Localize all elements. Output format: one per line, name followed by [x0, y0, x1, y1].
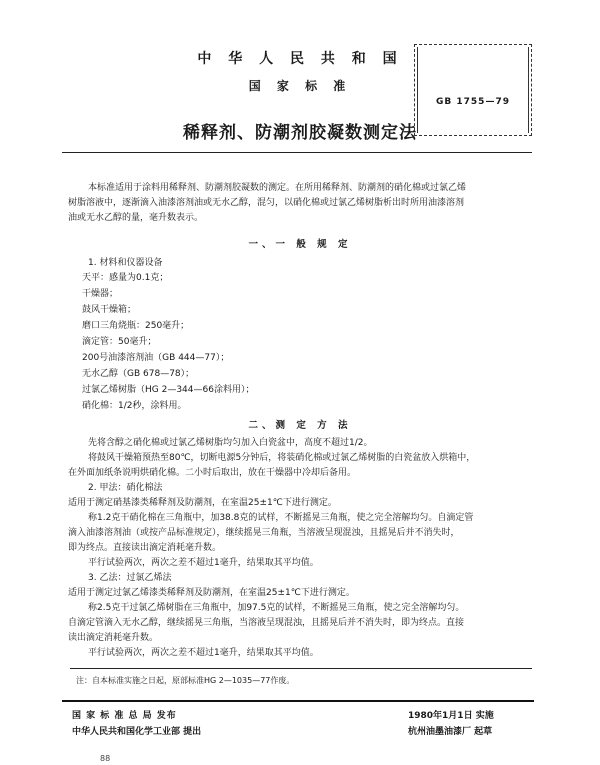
method-a-line-3: 滴入油漆溶剂油（或按产品标准规定），继续摇晃三角瓶，当溶液呈现混浊，且摇晃后并不消失时，	[68, 528, 460, 538]
country-name: 中 华 人 民 共 和 国	[197, 51, 403, 67]
section-1-heading: 一、一 般 规 定	[248, 239, 352, 250]
prep-line-3: 在外面加纸条说明烘硝化棉。二小时后取出，放在干燥器中冷却后备用。	[68, 468, 357, 478]
prep-line-1: 先将含醇之硝化棉或过氯乙烯树脂均匀加入白瓷盆中，高度不超过1/2。	[88, 438, 373, 448]
standard-code: GB 1755—79	[436, 97, 510, 107]
implementation-date: 1980年1月1日 实施	[408, 711, 494, 721]
method-a-heading: 2. 甲法：硝化棉法	[88, 483, 163, 493]
method-a-line-1: 适用于测定硝基漆类稀释剂及防潮剂，在室温25±1℃下进行测定。	[68, 498, 337, 508]
material-item: 200号油漆溶剂油（GB 444—77）；	[82, 353, 230, 363]
method-b-line-2: 称2.5克干过氯乙烯树脂在三角瓶中，加97.5克的试样，不断摇晃三角瓶，使之完全溶解均匀。	[88, 603, 465, 613]
material-item: 鼓风干燥箱；	[82, 305, 137, 315]
prep-line-2: 将鼓风干燥箱预热至80℃，切断电源5分钟后，将装硝化棉或过氯乙烯树脂的白瓷盆放入烘箱中，	[88, 453, 476, 463]
header-divider	[62, 152, 532, 153]
material-item: 磨口三角烧瓶：250毫升；	[82, 321, 190, 331]
issuer: 国 家 标 准 总 局 发布	[72, 711, 177, 721]
intro-line-1: 本标准适用于涂料用稀释剂、防潮剂胶凝数的测定。在所用稀释剂、防潮剂的硝化棉或过氯乙烯	[88, 183, 467, 193]
method-b-heading: 3. 乙法：过氯乙烯法	[88, 573, 172, 583]
page-number: 88	[100, 754, 111, 763]
national-standard-label: 国 家 标 准	[248, 79, 352, 93]
material-item: 干燥器；	[82, 289, 119, 299]
method-a-line-5: 平行试验两次，两次之差不超过1毫升，结果取其平均值。	[88, 558, 319, 568]
intro-line-3: 油或无水乙醇的量，毫升数表示。	[68, 213, 204, 223]
method-a-line-2: 称1.2克干硝化棉在三角瓶中，加38.8克的试样，不断摇晃三角瓶，使之完全溶解均匀。自滴定管	[88, 513, 474, 523]
material-item: 硝化棉：1/2秒，涂料用。	[82, 401, 187, 411]
materials-heading: 1. 材料和仪器设备	[88, 258, 163, 268]
proposer: 中华人民共和国化学工业部 提出	[72, 727, 202, 737]
method-a-line-4: 即为终点。直接读出滴定消耗毫升数。	[68, 543, 222, 553]
section-2-heading: 二、测 定 方 法	[248, 420, 352, 431]
drafter: 杭州油墨油漆厂 起草	[408, 727, 493, 737]
material-item: 天平：感量为0.1克；	[82, 273, 169, 283]
document-title: 稀释剂、防潮剂胶凝数测定法	[183, 123, 417, 143]
footer-divider	[62, 700, 534, 702]
intro-line-2: 树脂溶液中，逐渐滴入油漆溶剂油或无水乙醇，混匀，以硝化棉或过氯乙烯树脂析出时所用油漆溶剂	[68, 198, 465, 208]
material-item: 滴定管：50毫升；	[82, 337, 157, 347]
method-b-line-3: 自滴定管滴入无水乙醇，继续摇晃三角瓶，当溶液呈现混浊，且摇晃后并不消失时，即为终点。直接	[68, 618, 465, 628]
method-b-line-5: 平行试验两次，两次之差不超过1毫升，结果取其平均值。	[88, 648, 319, 658]
material-item: 无水乙醇（GB 678—78）；	[82, 369, 195, 379]
footnote: 注：自本标准实施之日起，原部标准HG 2—1035—77作废。	[76, 676, 295, 685]
note-divider	[70, 668, 532, 669]
material-item: 过氯乙烯树脂（HG 2—344—66涂料用）；	[82, 385, 255, 395]
method-b-line-4: 读出滴定消耗毫升数。	[68, 633, 159, 643]
method-b-line-1: 适用于测定过氯乙烯漆类稀释剂及防潮剂，在室温25±1℃下进行测定。	[68, 588, 355, 598]
standard-code-box-inner	[417, 47, 529, 133]
standard-code-box	[414, 44, 532, 136]
